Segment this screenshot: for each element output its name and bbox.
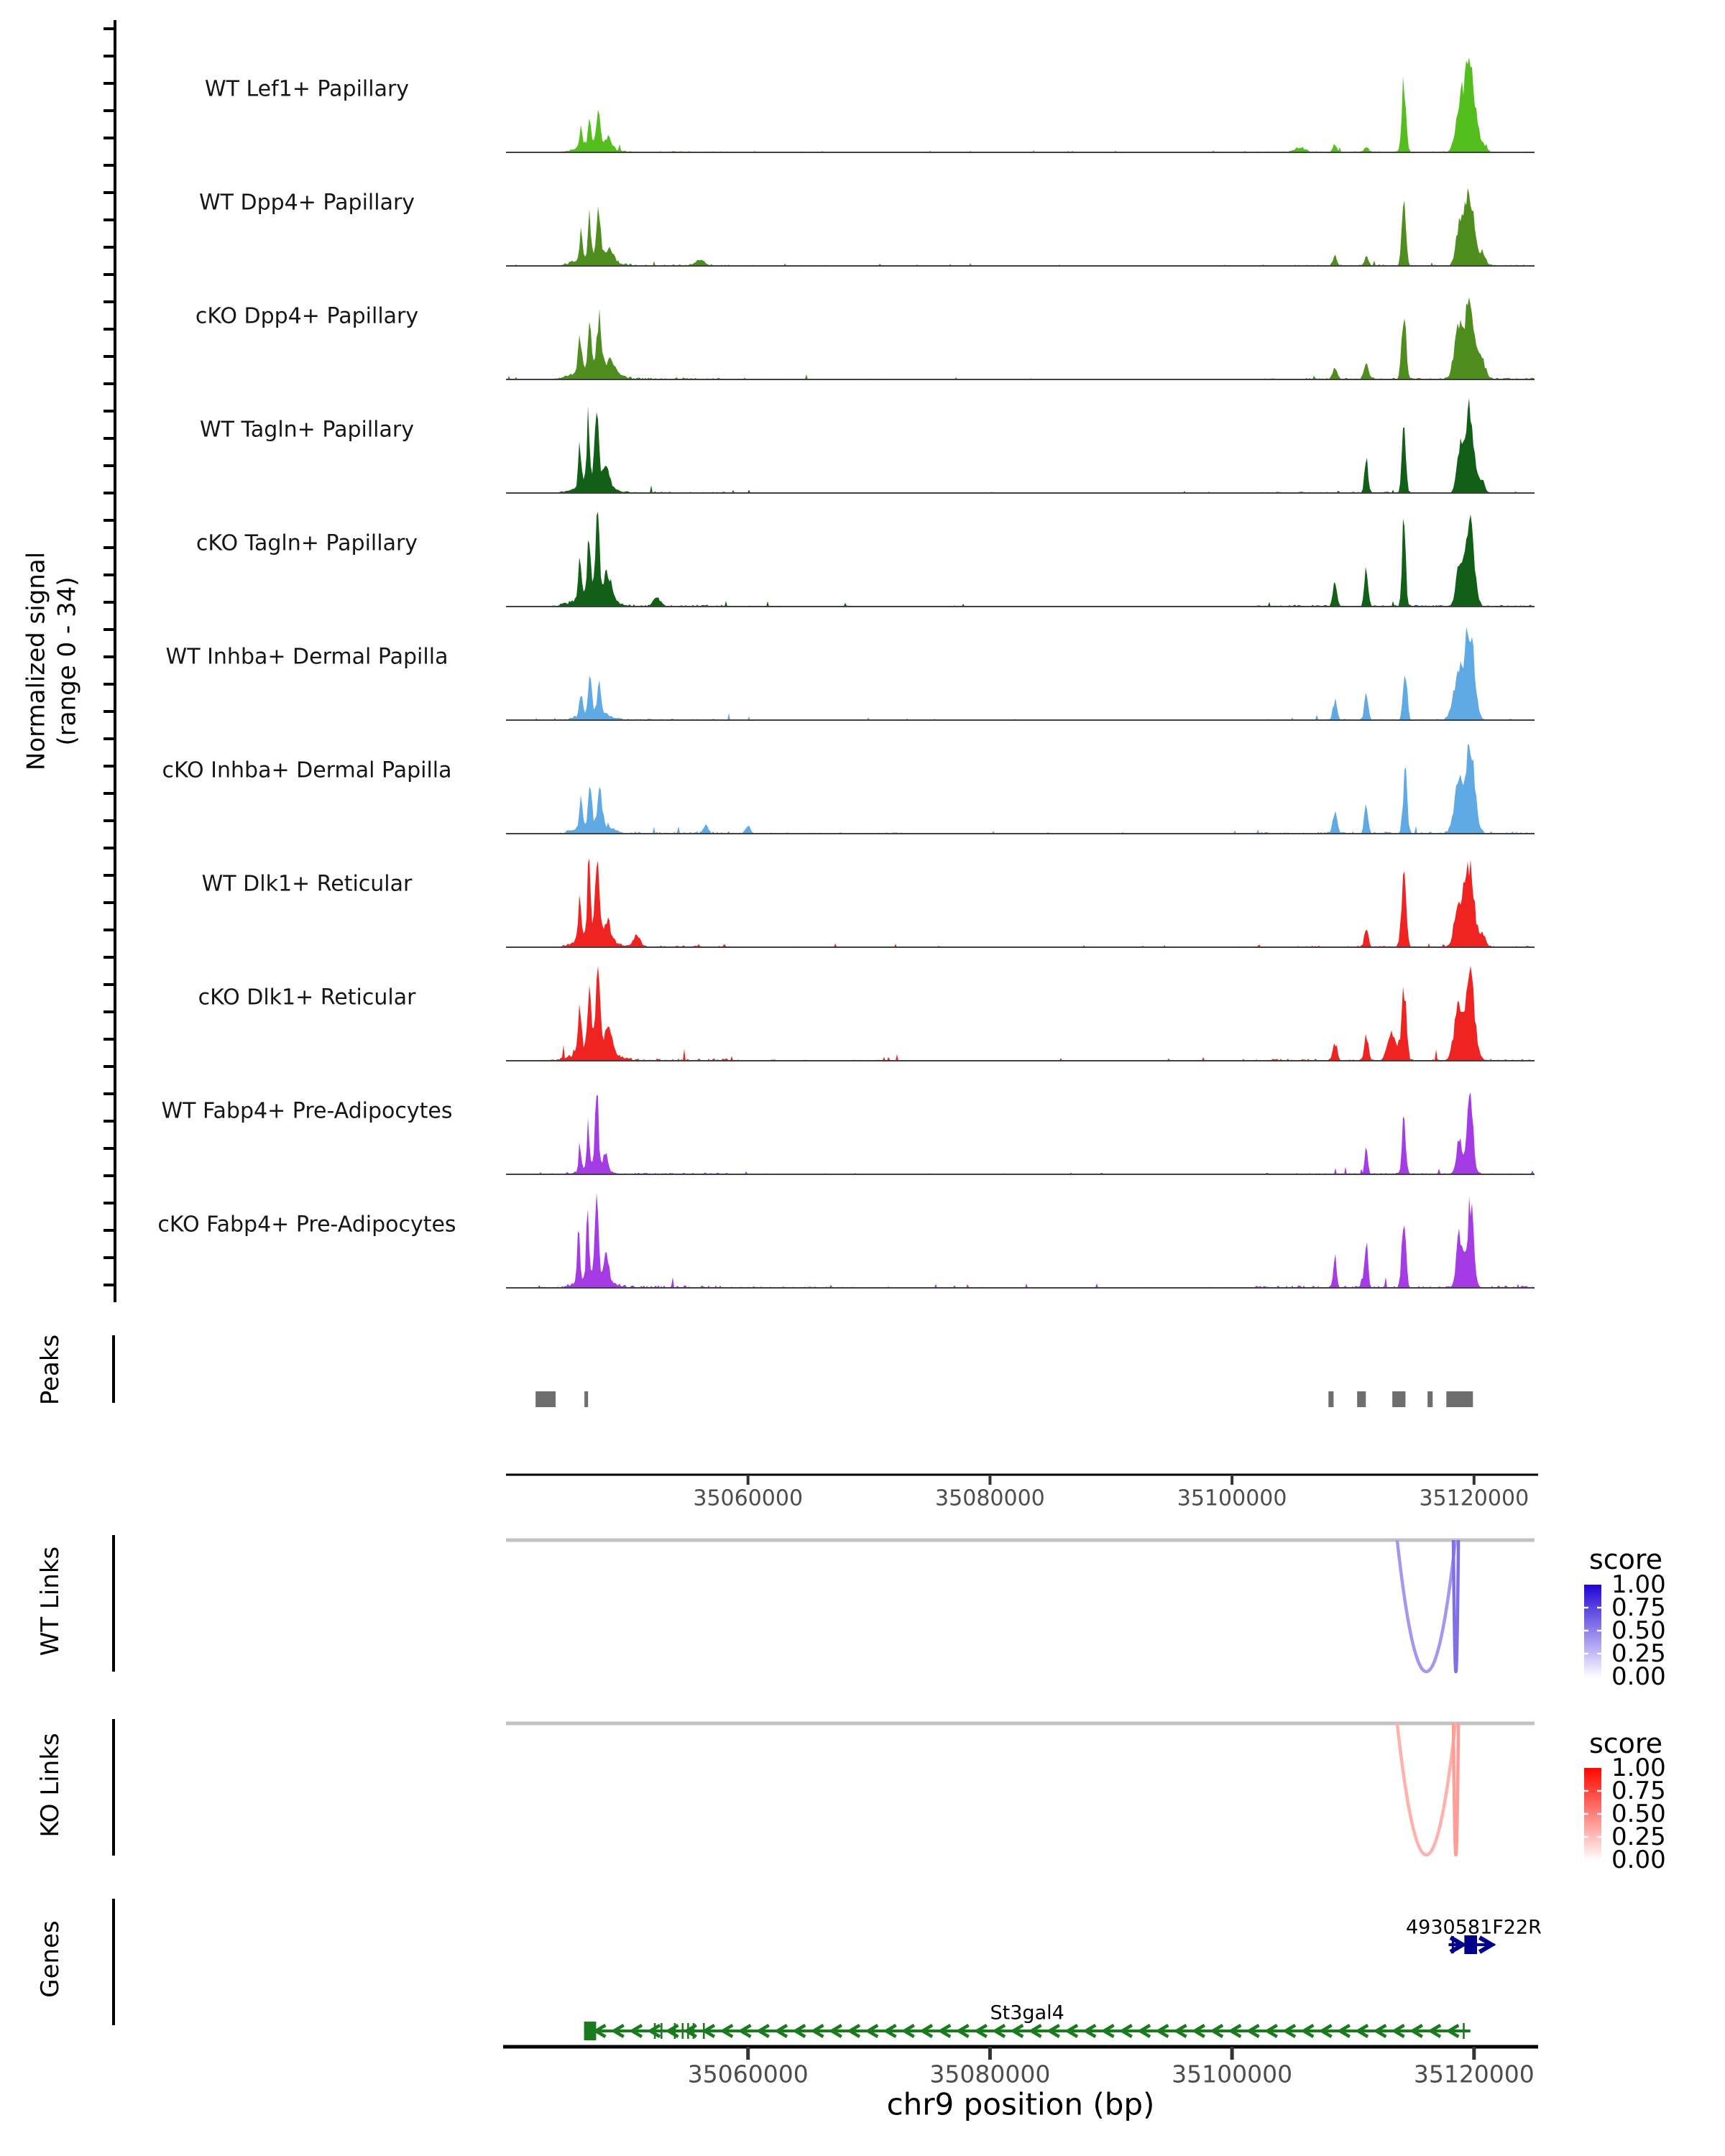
wt-legend-tick-label: 0.75 [1611, 1593, 1666, 1622]
peaks-box [1446, 1391, 1473, 1407]
track-signal [506, 1092, 1535, 1174]
top-axis-tick-label: 35060000 [693, 1485, 804, 1511]
wt-legend-notch [1584, 1607, 1588, 1608]
wt-link-arc [1453, 1540, 1458, 1672]
track-label: cKO Dlk1+ Reticular [198, 985, 416, 1010]
section-label-ko-links: KO Links [36, 1733, 65, 1838]
peaks-box [1427, 1391, 1432, 1407]
track-signal [506, 858, 1535, 947]
ko-legend-notch [1597, 1813, 1601, 1815]
ko-link-arc [1453, 1723, 1458, 1855]
peaks-box [1392, 1391, 1405, 1407]
gene-exon-tick [681, 2023, 684, 2039]
bottom-axis-tick-label: 35120000 [1413, 2060, 1535, 2088]
track-label: WT Inhba+ Dermal Papilla [165, 644, 448, 670]
track-label: cKO Tagln+ Papillary [196, 530, 418, 556]
ko-links-legend-title: score [1588, 1728, 1663, 1759]
gene-exon-tick [693, 2023, 695, 2039]
wt-legend-gradient [1584, 1674, 1601, 1677]
signal-axis-title [22, 552, 83, 770]
track-label: WT Dpp4+ Papillary [198, 190, 415, 216]
gene-exon-box [584, 2022, 597, 2040]
track-label: WT Lef1+ Papillary [204, 76, 410, 102]
peaks-box [535, 1391, 556, 1407]
section-label-peaks: Peaks [36, 1334, 65, 1406]
peaks-box [1328, 1391, 1333, 1407]
ko-legend-tick-label: 0.50 [1611, 1800, 1666, 1828]
ko-link-arc [1397, 1723, 1455, 1855]
gene-exon-tick [674, 2023, 676, 2039]
track-signal [506, 966, 1535, 1061]
section-label-wt-links: WT Links [36, 1546, 65, 1657]
track-label: cKO Dpp4+ Papillary [195, 303, 419, 329]
track-label: cKO Fabp4+ Pre-Adipocytes [157, 1212, 456, 1238]
top-axis-tick-label: 35100000 [1177, 1485, 1287, 1511]
ko-legend-tick-label: 0.75 [1611, 1777, 1666, 1805]
wt-legend-notch [1597, 1653, 1601, 1654]
gene-label: St3gal4 [990, 2001, 1064, 2024]
ko-legend-notch [1584, 1790, 1588, 1792]
track-signal [506, 512, 1535, 607]
peaks-box [584, 1391, 588, 1407]
wt-legend-tick-label: 0.25 [1611, 1639, 1666, 1668]
track-label: cKO Inhba+ Dermal Papilla [162, 757, 452, 783]
track-signal [506, 298, 1535, 380]
signal-axis-title-line1: Normalized signal [22, 551, 51, 771]
wt-legend-tick-label: 1.00 [1611, 1570, 1666, 1599]
ko-legend-notch [1597, 1836, 1601, 1838]
wt-legend-notch [1597, 1630, 1601, 1631]
section-label-genes: Genes [36, 1920, 65, 1998]
peaks-box [1357, 1391, 1366, 1407]
wt-legend-notch [1584, 1653, 1588, 1654]
signal-axis-title-line2: (range 0 - 34) [52, 576, 81, 746]
gene-exon-tick [703, 2023, 705, 2039]
signal-axis-bracket [104, 20, 115, 1302]
track-signal [506, 188, 1535, 266]
ko-legend-tick-label: 0.00 [1611, 1846, 1666, 1874]
wt-legend-tick-label: 0.50 [1611, 1616, 1666, 1645]
track-signal [506, 398, 1535, 493]
bottom-axis-tick-label: 35060000 [687, 2060, 809, 2088]
top-axis-tick-label: 35120000 [1419, 1485, 1530, 1511]
track-label: WT Fabp4+ Pre-Adipocytes [161, 1098, 453, 1124]
ko-legend-tick-label: 1.00 [1611, 1754, 1666, 1782]
wt-link-arc [1397, 1540, 1455, 1672]
track-label: WT Tagln+ Papillary [200, 417, 414, 443]
wt-legend-notch [1584, 1630, 1588, 1631]
track-signal [506, 745, 1535, 834]
bottom-axis-tick-label: 35080000 [929, 2060, 1051, 2088]
track-signal [506, 627, 1535, 720]
wt-links-legend-title: score [1588, 1544, 1663, 1575]
ko-legend-gradient [1584, 1858, 1601, 1861]
gene-exon-tick [661, 2023, 663, 2039]
gene-label: 4930581F22R [1406, 1916, 1542, 1939]
track-label: WT Dlk1+ Reticular [201, 871, 413, 897]
gene-exon-tick [654, 2023, 656, 2039]
wt-legend-notch [1597, 1607, 1601, 1608]
ko-legend-notch [1584, 1813, 1588, 1815]
ko-legend-notch [1597, 1790, 1601, 1792]
x-axis-title: chr9 position (bp) [886, 2086, 1155, 2122]
gene-exon-tick [1463, 2023, 1465, 2039]
gene-exon-tick [687, 2023, 689, 2039]
track-signal [506, 1193, 1535, 1288]
track-signal [506, 57, 1535, 152]
ko-legend-tick-label: 0.25 [1611, 1823, 1666, 1851]
ko-legend-notch [1584, 1836, 1588, 1838]
bottom-axis-tick-label: 35100000 [1172, 2060, 1293, 2088]
wt-legend-tick-label: 0.00 [1611, 1662, 1666, 1691]
top-axis-tick-label: 35080000 [935, 1485, 1045, 1511]
